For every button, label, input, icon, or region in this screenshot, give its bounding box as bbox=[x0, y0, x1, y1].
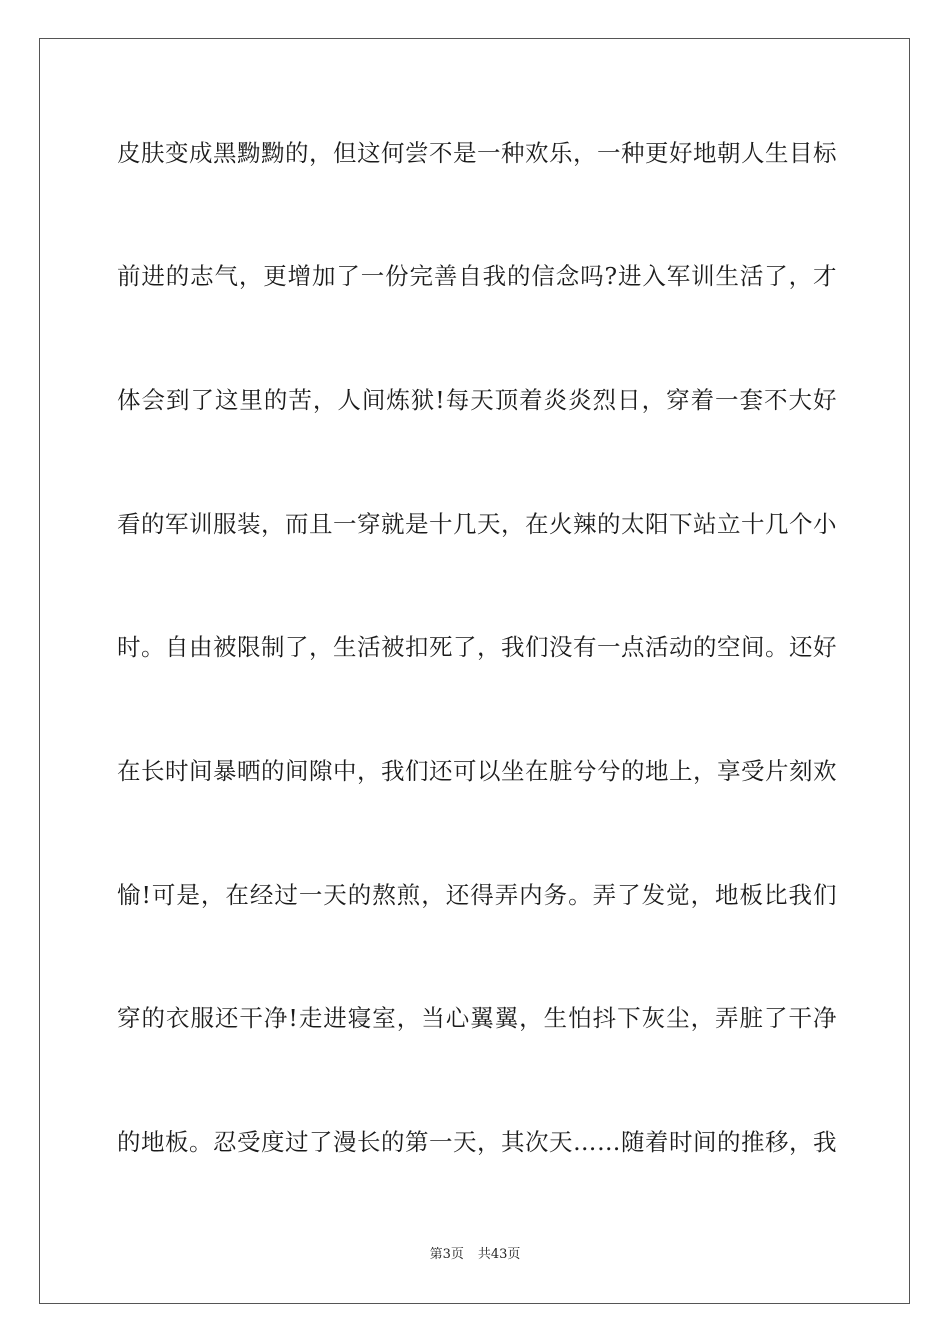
body-text-line: 前进的志气，更增加了一份完善自我的信念吗?进入军训生活了，才 bbox=[117, 262, 837, 290]
page-footer bbox=[0, 1246, 950, 1264]
page-number: 第3页 bbox=[429, 1247, 464, 1262]
total-pages: 共43页 bbox=[477, 1247, 521, 1262]
body-text-line: 体会到了这里的苦，人间炼狱!每天顶着炎炎烈日，穿着一套不大好 bbox=[117, 386, 837, 414]
body-text-line: 穿的衣服还干净!走进寝室，当心翼翼，生怕抖下灰尘，弄脏了干净 bbox=[117, 1004, 837, 1032]
body-text-line: 愉!可是，在经过一天的熬煎，还得弄内务。弄了发觉，地板比我们 bbox=[117, 881, 837, 909]
body-text-line: 在长时间暴晒的间隙中，我们还可以坐在脏兮兮的地上，享受片刻欢 bbox=[117, 757, 837, 785]
page-border bbox=[39, 38, 910, 1304]
body-text-line: 皮肤变成黑黝黝的，但这何尝不是一种欢乐，一种更好地朝人生目标 bbox=[117, 139, 837, 167]
body-text-line: 看的军训服装，而且一穿就是十几天，在火辣的太阳下站立十几个小 bbox=[117, 510, 837, 538]
body-text-line: 时。自由被限制了，生活被扣死了，我们没有一点活动的空间。还好 bbox=[117, 633, 837, 661]
body-text-line: 的地板。忍受度过了漫长的第一天，其次天……随着时间的推移，我 bbox=[117, 1128, 837, 1156]
